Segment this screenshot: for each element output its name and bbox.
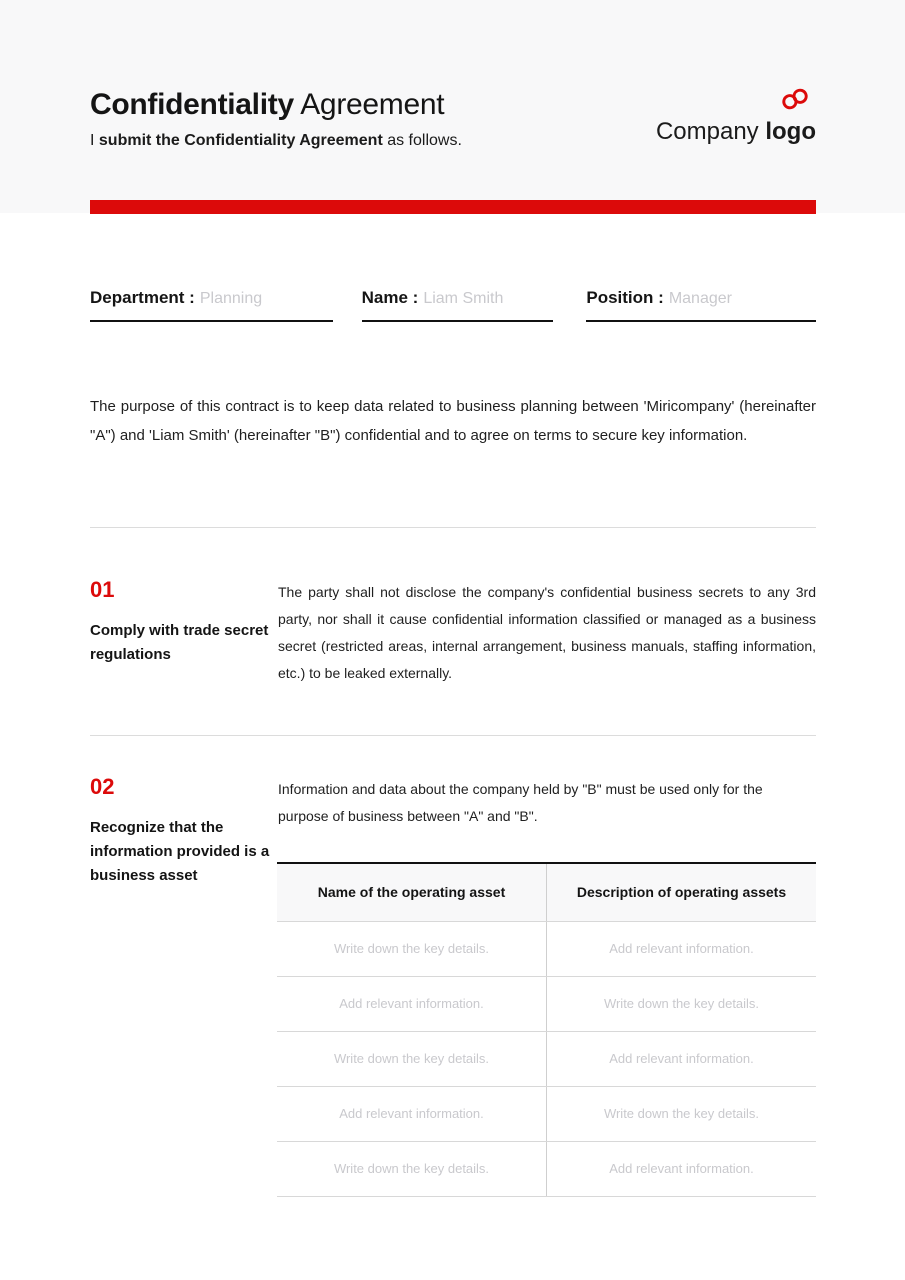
purpose-paragraph bbox=[90, 392, 816, 450]
company-logo-text bbox=[656, 118, 816, 146]
table-row bbox=[277, 976, 816, 1031]
field-department-label: Department : bbox=[90, 288, 195, 307]
cell-asset-description[interactable]: Write down the key details. bbox=[547, 976, 817, 1031]
cell-asset-description[interactable]: Add relevant information. bbox=[547, 1141, 817, 1196]
company-logo-name: Company bbox=[655, 118, 766, 145]
cell-asset-name[interactable]: Write down the key details. bbox=[277, 921, 547, 976]
cell-asset-description[interactable]: Write down the key details. bbox=[547, 1086, 817, 1141]
section-divider-2 bbox=[90, 735, 816, 736]
table-row bbox=[277, 921, 816, 976]
clause-02-number: 02 bbox=[90, 774, 115, 799]
section-divider-1 bbox=[90, 527, 816, 528]
field-department-value[interactable]: Planning bbox=[199, 290, 263, 307]
field-name-value[interactable]: Liam Smith bbox=[423, 290, 504, 307]
accent-rule bbox=[90, 200, 816, 214]
clause-02-body: Information and data about the company held by "B" must be used only for the purpose of business between "A" and "B". bbox=[278, 781, 763, 824]
page-title-strong: Confidentiality bbox=[90, 88, 294, 121]
column-header-asset-description: Description of operating assets bbox=[547, 863, 817, 921]
field-department[interactable] bbox=[90, 288, 333, 322]
page-title-light: Agreement bbox=[293, 88, 445, 121]
company-logo bbox=[656, 82, 816, 146]
field-position-value[interactable]: Manager bbox=[668, 290, 732, 307]
page-subtitle-strong: submit the Confidentiality Agreement bbox=[98, 132, 383, 149]
company-logo-word: logo bbox=[765, 118, 816, 145]
field-name-label: Name : bbox=[361, 288, 419, 307]
table-body bbox=[277, 921, 816, 1196]
field-position-label: Position : bbox=[586, 288, 664, 307]
purpose-text: The purpose of this contract is to keep data related to business planning between 'Miricompany' (hereinafter "A") and 'Liam Smith' (hereinafter "B") confidential and to agree on terms to secure key information. bbox=[90, 398, 816, 444]
field-name[interactable] bbox=[362, 288, 554, 322]
table-row bbox=[277, 1031, 816, 1086]
clause-02-heading: Recognize that the information provided is a business asset bbox=[90, 819, 270, 884]
field-position[interactable] bbox=[586, 288, 816, 322]
cell-asset-description[interactable]: Add relevant information. bbox=[547, 921, 817, 976]
clause-01-number: 01 bbox=[90, 577, 115, 602]
operating-asset-table bbox=[277, 862, 816, 1197]
clause-02-side bbox=[90, 775, 278, 888]
page-subtitle-tail: as follows. bbox=[382, 132, 462, 149]
cell-asset-description[interactable]: Add relevant information. bbox=[547, 1031, 817, 1086]
cell-asset-name[interactable]: Add relevant information. bbox=[277, 1086, 547, 1141]
cell-asset-name[interactable]: Write down the key details. bbox=[277, 1141, 547, 1196]
clause-01-side bbox=[90, 578, 278, 687]
table-row bbox=[277, 1141, 816, 1196]
table-header-row bbox=[277, 863, 816, 921]
table-head bbox=[277, 863, 816, 921]
cell-asset-name[interactable]: Write down the key details. bbox=[277, 1031, 547, 1086]
page-subtitle-lead: I bbox=[90, 132, 99, 149]
infinity-loop-icon bbox=[778, 82, 812, 116]
cell-asset-name[interactable]: Add relevant information. bbox=[277, 976, 547, 1031]
clause-01-body: The party shall not disclose the company's confidential business secrets to any 3rd party, nor shall it cause confidential information classified or managed as a business secret (restricted areas, internal arrangement, business manuals, staffing information, etc.) to be leaked externally. bbox=[278, 584, 816, 681]
table-row bbox=[277, 1086, 816, 1141]
party-fields bbox=[90, 288, 816, 322]
clause-01 bbox=[90, 578, 816, 687]
clause-01-heading: Comply with trade secret regulations bbox=[90, 622, 269, 663]
column-header-asset-name: Name of the operating asset bbox=[277, 863, 547, 921]
